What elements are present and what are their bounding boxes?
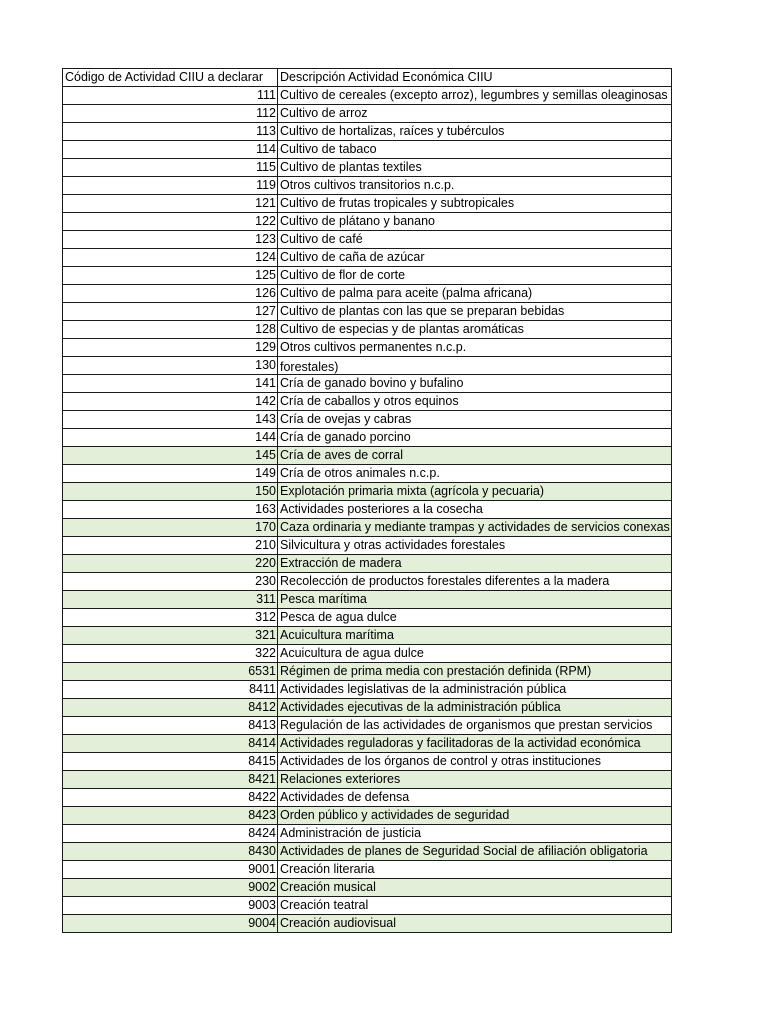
code-cell[interactable]: 9003 <box>63 897 278 915</box>
code-cell[interactable]: 8423 <box>63 807 278 825</box>
table-row <box>63 303 672 321</box>
code-cell[interactable]: 141 <box>63 375 278 393</box>
table-row <box>63 681 672 699</box>
table-row <box>63 789 672 807</box>
code-cell[interactable]: 8411 <box>63 681 278 699</box>
table-row <box>63 213 672 231</box>
description-cell[interactable]: Cultivo de palma para aceite (palma africana) <box>278 285 672 303</box>
description-cell[interactable]: Otros cultivos transitorios n.c.p. <box>278 177 672 195</box>
description-cell[interactable]: Cría de otros animales n.c.p. <box>278 465 672 483</box>
description-cell[interactable]: Recolección de productos forestales diferentes a la madera <box>278 573 672 591</box>
table-row <box>63 375 672 393</box>
code-cell[interactable]: 111 <box>63 87 278 105</box>
description-cell[interactable]: Pesca marítima <box>278 591 672 609</box>
table-row <box>63 87 672 105</box>
table-row <box>63 591 672 609</box>
description-cell[interactable]: Cría de aves de corral <box>278 447 672 465</box>
description-cell[interactable]: Cultivo de café <box>278 231 672 249</box>
table-row <box>63 555 672 573</box>
description-cell[interactable]: Cultivo de tabaco <box>278 141 672 159</box>
table-row <box>63 447 672 465</box>
description-cell[interactable]: Creación musical <box>278 879 672 897</box>
description-cell[interactable]: Actividades de los órganos de control y otras instituciones <box>278 753 672 771</box>
code-cell[interactable]: 8421 <box>63 771 278 789</box>
code-cell[interactable]: 8424 <box>63 825 278 843</box>
table-row <box>63 861 672 879</box>
description-cell[interactable]: Relaciones exteriores <box>278 771 672 789</box>
description-cell[interactable]: forestales) <box>278 357 672 375</box>
table-row <box>63 357 672 375</box>
table-row <box>63 879 672 897</box>
table-row <box>63 249 672 267</box>
description-cell[interactable]: Cría de ganado porcino <box>278 429 672 447</box>
table-row <box>63 519 672 537</box>
table-row <box>63 645 672 663</box>
description-cell[interactable]: Régimen de prima media con prestación definida (RPM) <box>278 663 672 681</box>
table-row <box>63 537 672 555</box>
code-cell[interactable]: 9001 <box>63 861 278 879</box>
table-row <box>63 663 672 681</box>
table-row <box>63 771 672 789</box>
code-cell[interactable]: 143 <box>63 411 278 429</box>
description-cell[interactable]: Actividades reguladoras y facilitadoras de la actividad económica <box>278 735 672 753</box>
code-cell[interactable]: 170 <box>63 519 278 537</box>
code-cell[interactable]: 163 <box>63 501 278 519</box>
description-cell[interactable]: Creación audiovisual <box>278 915 672 933</box>
code-cell[interactable]: 9002 <box>63 879 278 897</box>
description-cell[interactable]: Administración de justicia <box>278 825 672 843</box>
header-row <box>63 69 672 87</box>
table-row <box>63 321 672 339</box>
code-cell[interactable]: 114 <box>63 141 278 159</box>
code-cell[interactable]: 124 <box>63 249 278 267</box>
table-row <box>63 285 672 303</box>
description-cell[interactable]: Cultivo de caña de azúcar <box>278 249 672 267</box>
table-row <box>63 267 672 285</box>
description-cell[interactable]: Caza ordinaria y mediante trampas y actividades de servicios conexas <box>278 519 672 537</box>
description-cell[interactable]: Cría de caballos y otros equinos <box>278 393 672 411</box>
table-row <box>63 141 672 159</box>
code-cell[interactable]: 130 <box>63 357 278 375</box>
code-cell[interactable]: 8422 <box>63 789 278 807</box>
table-row <box>63 627 672 645</box>
code-cell[interactable]: 127 <box>63 303 278 321</box>
description-cell[interactable]: Actividades de planes de Seguridad Social de afiliación obligatoria <box>278 843 672 861</box>
table-row <box>63 123 672 141</box>
code-cell[interactable]: 113 <box>63 123 278 141</box>
table-row <box>63 825 672 843</box>
description-cell[interactable]: Extracción de madera <box>278 555 672 573</box>
code-cell[interactable]: 128 <box>63 321 278 339</box>
ciiu-activity-table <box>62 68 672 933</box>
code-cell[interactable]: 9004 <box>63 915 278 933</box>
table-row <box>63 915 672 933</box>
code-cell[interactable]: 8412 <box>63 699 278 717</box>
description-cell[interactable]: Pesca de agua dulce <box>278 609 672 627</box>
code-cell[interactable]: 149 <box>63 465 278 483</box>
table-row <box>63 339 672 357</box>
table-row <box>63 609 672 627</box>
code-cell[interactable]: 115 <box>63 159 278 177</box>
code-cell[interactable]: 6531 <box>63 663 278 681</box>
code-cell[interactable]: 119 <box>63 177 278 195</box>
code-cell[interactable]: 230 <box>63 573 278 591</box>
table-row <box>63 411 672 429</box>
code-cell[interactable]: 311 <box>63 591 278 609</box>
description-cell[interactable]: Cultivo de flor de corte <box>278 267 672 285</box>
description-cell[interactable]: Silvicultura y otras actividades forestales <box>278 537 672 555</box>
description-cell[interactable]: Cultivo de plantas textiles <box>278 159 672 177</box>
table-row <box>63 573 672 591</box>
table-row <box>63 735 672 753</box>
code-cell[interactable]: 8415 <box>63 753 278 771</box>
description-cell[interactable]: Cultivo de especias y de plantas aromáticas <box>278 321 672 339</box>
description-cell[interactable]: Cultivo de cereales (excepto arroz), legumbres y semillas oleaginosas <box>278 87 672 105</box>
code-cell[interactable]: 123 <box>63 231 278 249</box>
table-row <box>63 177 672 195</box>
description-cell[interactable]: Creación literaria <box>278 861 672 879</box>
description-cell[interactable]: Actividades legislativas de la administración pública <box>278 681 672 699</box>
table-row <box>63 897 672 915</box>
code-cell[interactable]: 8413 <box>63 717 278 735</box>
code-cell[interactable]: 145 <box>63 447 278 465</box>
table-row <box>63 699 672 717</box>
code-cell[interactable]: 322 <box>63 645 278 663</box>
code-cell[interactable]: 142 <box>63 393 278 411</box>
table-row <box>63 753 672 771</box>
table-row <box>63 105 672 123</box>
code-cell[interactable]: 126 <box>63 285 278 303</box>
header-description-cell[interactable]: Descripción Actividad Económica CIIU <box>278 69 672 87</box>
code-cell[interactable]: 112 <box>63 105 278 123</box>
code-cell[interactable]: 125 <box>63 267 278 285</box>
code-cell[interactable]: 312 <box>63 609 278 627</box>
code-cell[interactable]: 122 <box>63 213 278 231</box>
spreadsheet <box>62 68 672 933</box>
table-row <box>63 843 672 861</box>
header-code-cell[interactable]: Código de Actividad CIIU a declarar <box>63 69 278 87</box>
code-cell[interactable]: 129 <box>63 339 278 357</box>
code-cell[interactable]: 210 <box>63 537 278 555</box>
description-cell[interactable]: Orden público y actividades de seguridad <box>278 807 672 825</box>
description-cell[interactable]: Cultivo de plantas con las que se preparan bebidas <box>278 303 672 321</box>
description-cell[interactable]: Creación teatral <box>278 897 672 915</box>
table-row <box>63 429 672 447</box>
description-cell[interactable]: Cultivo de arroz <box>278 105 672 123</box>
code-cell[interactable]: 144 <box>63 429 278 447</box>
description-cell[interactable]: Otros cultivos permanentes n.c.p. <box>278 339 672 357</box>
code-cell[interactable]: 8414 <box>63 735 278 753</box>
code-cell[interactable]: 321 <box>63 627 278 645</box>
description-cell[interactable]: Cultivo de plátano y banano <box>278 213 672 231</box>
description-cell[interactable]: Cultivo de hortalizas, raíces y tubérculos <box>278 123 672 141</box>
description-cell[interactable]: Regulación de las actividades de organismos que prestan servicios <box>278 717 672 735</box>
description-cell[interactable]: Cultivo de frutas tropicales y subtropicales <box>278 195 672 213</box>
code-cell[interactable]: 150 <box>63 483 278 501</box>
description-cell[interactable]: Cría de ganado bovino y bufalino <box>278 375 672 393</box>
code-cell[interactable]: 121 <box>63 195 278 213</box>
table-body <box>63 87 672 933</box>
table-row <box>63 195 672 213</box>
description-cell[interactable]: Actividades posteriores a la cosecha <box>278 501 672 519</box>
code-cell[interactable]: 8430 <box>63 843 278 861</box>
code-cell[interactable]: 220 <box>63 555 278 573</box>
table-row <box>63 231 672 249</box>
table-row <box>63 465 672 483</box>
table-row <box>63 483 672 501</box>
table-row <box>63 807 672 825</box>
table-row <box>63 717 672 735</box>
description-cell[interactable]: Explotación primaria mixta (agrícola y pecuaria) <box>278 483 672 501</box>
description-cell[interactable]: Acuicultura marítima <box>278 627 672 645</box>
description-cell[interactable]: Cría de ovejas y cabras <box>278 411 672 429</box>
table-row <box>63 393 672 411</box>
table-row <box>63 501 672 519</box>
description-cell[interactable]: Acuicultura de agua dulce <box>278 645 672 663</box>
description-cell[interactable]: Actividades ejecutivas de la administración pública <box>278 699 672 717</box>
table-row <box>63 159 672 177</box>
description-cell[interactable]: Actividades de defensa <box>278 789 672 807</box>
